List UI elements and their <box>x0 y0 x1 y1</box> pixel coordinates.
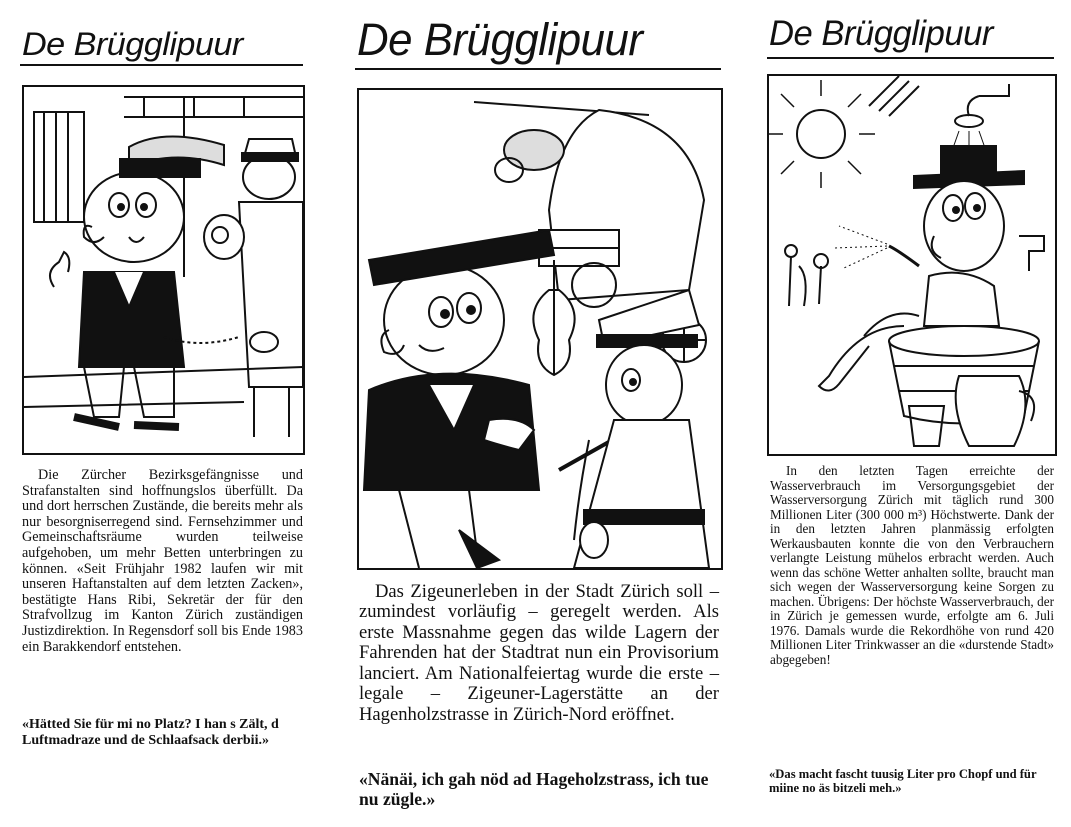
column-2-body: Das Zigeunerleben in der Stadt Zürich soll – zumindest vorläufig – geregelt werden. Als erste Massnahme gegen das wilde Lagern der Fahrenden hat der Stadtrat nun ein Provisorium lanciert. Am Nationalfeiertag wurde die erste – legale – Zigeuner-Lagerstätte an der Hagenholzstrasse in Zürich-Nord eröffnet. <box>359 581 719 725</box>
column-3-cartoon <box>767 74 1057 456</box>
column-2-article <box>359 582 719 725</box>
column-2-quote: «Nänäi, ich gah nöd ad Hageholzstrass, ich tue nu zügle.» <box>359 769 709 810</box>
column-3-title-rule <box>767 57 1054 59</box>
cartoon-traveller-wagon-icon <box>359 90 721 568</box>
column-1-article <box>22 468 303 655</box>
column-1-title: De Brügglipuur <box>22 26 243 62</box>
column-2-cartoon <box>357 88 723 570</box>
column-1-body: Die Zürcher Bezirksgefängnisse und Strafanstalten sind hoffnungslos überfüllt. Da und dort herrschen Zustände, die bereits mehr als nur besorgniserregend sind. Fernsehzimmer und Gemeinschaftsräume wurden teilweise aufgehoben, um mehr Betten unterbringen zu können. «Seit Frühjahr 1982 laufen wir mit unseren Haftanstalten auf dem letzten Zacken», bestätigte Hans Ribi, Sekretär der für den Strafvollzug im Kanton Zürich zuständigen Justizdirektion. In Regensdorf soll bis Ende 1983 ein Barakkendorf entstehen. <box>22 467 303 655</box>
column-2-title: De Brügglipuur <box>357 14 643 65</box>
column-3-article <box>770 464 1054 667</box>
column-1-title-rule <box>20 64 303 66</box>
column-3-quote: «Das macht fascht tuusig Liter pro Chopf und für miine no äs bitzeli meh.» <box>769 767 1037 796</box>
column-3-title: De Brügglipuur <box>769 14 993 53</box>
cartoon-prisoner-camping-icon <box>24 87 303 453</box>
cartoon-bathtub-shower-icon <box>769 76 1055 454</box>
column-2-title-rule <box>355 68 721 70</box>
column-3-body: In den letzten Tagen erreichte der Wasserverbrauch im Versorgungsgebiet der Wasserversorgung Zürich mit täglich rund 300 Millionen Liter (300 000 m³) Höchstwerte. Dank der in den letzten Jahren planmässig erfolgten Werkausbauten konnte die von den Verbrauchern verlangte Leistung mühelos erbracht werden. Auch wenn das schöne Wetter anhalten sollte, braucht man sich wegen der Wasserversorgung keine Sorgen zu machen. Übrigens: Der höchste Wasserverbrauch, der in Zürich je gemessen wurde, erfolgte am 6. Juli 1976. Damals wurde die Rekordhöhe von rund 420 Millionen Liter Trinkwasser an die «durstende Stadt» abgegeben! <box>770 463 1054 667</box>
column-1-quote: «Hätted Sie für mi no Platz? I han s Zält, d Luftmadraze und de Schlaafsack derbii.» <box>22 717 279 749</box>
column-1-cartoon <box>22 85 305 455</box>
